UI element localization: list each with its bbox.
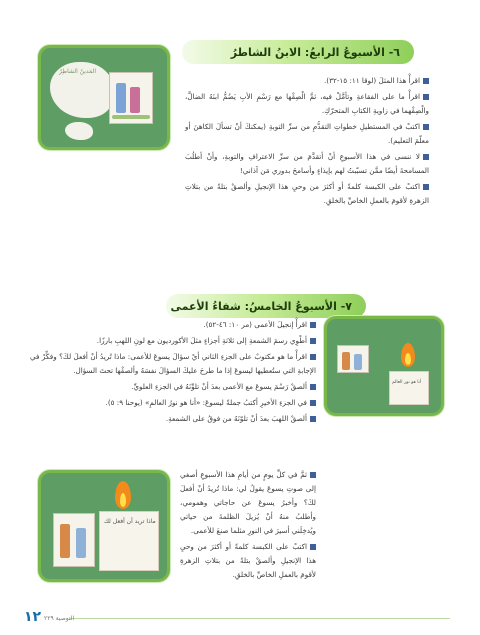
bullet-square-icon — [423, 124, 429, 130]
bullet-square-icon — [310, 400, 316, 406]
paragraph — [180, 540, 316, 582]
ground — [112, 115, 150, 119]
paragraph — [185, 150, 429, 178]
paragraph-text: اكتبْ على الكبسة كلمةً أو أكثرَ من وحيِ هذا الإنجيلِ وألصقْ بتلةً من بتلاتِ الزهرةِ لأقومَ بالعملِ الخاصِّ بالخلقِ. — [180, 542, 316, 579]
paragraph-text: اقرأْ إنجيلَ الأعمى (مر ١٠: ٤٦-٥٢). — [203, 320, 307, 329]
jesus-blind-man-drawing — [337, 345, 369, 373]
bullet-square-icon — [310, 544, 316, 550]
candle-body — [99, 511, 159, 571]
paragraph — [185, 180, 429, 208]
flame-core-icon — [120, 493, 126, 507]
paragraph-text: أطْوِي رسمَ الشمعةِ إلى ثلاثةِ أجزاءٍ مثلَ الأكورديون مع لونِ اللهبِ بارزًا. — [96, 336, 307, 345]
candle-label: ماذا تريد أن أفعل لك — [104, 518, 156, 525]
bullet-square-icon — [310, 338, 316, 344]
section-6-title-text: ٦- الأسبوعُ الرابعُ: الابنُ الشاطرُ — [230, 45, 400, 59]
paragraph — [30, 396, 316, 410]
paragraph — [180, 468, 316, 538]
bullet-square-icon — [423, 184, 429, 190]
footer-divider — [70, 618, 450, 619]
blind-man-figure — [76, 528, 86, 558]
small-bubble — [65, 122, 93, 140]
jesus-blind-man-drawing — [53, 513, 95, 567]
section-7-title — [166, 294, 366, 318]
paragraph-text: ألصقْ اللهبَ بعدَ أنْ تلوّنَهُ من فوقُ على الشمعةِ. — [165, 414, 307, 423]
craft-photo-candle-bottom — [38, 470, 170, 582]
paragraph — [30, 380, 316, 394]
jesus-figure — [342, 352, 350, 370]
jesus-figure — [60, 524, 70, 558]
paragraph — [185, 120, 429, 148]
paragraph-text: في الجزءِ الأخيرِ أكتبُ جملةً ليسوعَ: «أنا هو نورُ العالمِ» (يوحنا ٩: ٥). — [105, 398, 307, 407]
page-number: ١٢ — [24, 609, 42, 625]
paragraph — [30, 334, 316, 348]
paragraph-text: اكتبْ في المستطيلِ خطواتِ التقدُّمِ من سرِّ التوبةِ (يمكنكَ أنْ تسألَ الكاهنَ أو معلّمَ التعليم). — [185, 122, 429, 145]
craft-photo-prodigal-son — [38, 45, 170, 150]
candle-label: أنا هو نور العالم — [392, 380, 422, 385]
paragraph-text: اقرأْ ما على الفقاعةِ وتأمَّلْ فيه، ثمَّ الْصِقْها مع رَسْمِ الأبِ يَضُمُّ ابنَهُ الضالَّ، والْصِقْهما في زاويةِ الكتابِ المتحرّكِ. — [185, 92, 429, 115]
father-figure — [116, 83, 126, 113]
father-son-drawing — [109, 72, 153, 124]
paragraph — [30, 318, 316, 332]
section-6-body — [185, 74, 429, 210]
section-7-title-text: ٧- الأسبوعُ الخامسُ: شفاءُ الأعمى — [170, 299, 352, 313]
bullet-square-icon — [310, 472, 316, 478]
paragraph-text: اقرأْ هذا المثلَ (لوقا ١١: ١٥-٣٢). — [324, 76, 420, 85]
paragraph — [185, 74, 429, 88]
bullet-square-icon — [423, 154, 429, 160]
bullet-square-icon — [310, 354, 316, 360]
bullet-square-icon — [310, 384, 316, 390]
craft-photo-candle-top — [324, 316, 444, 416]
paragraph — [30, 350, 316, 378]
section-6-title — [182, 40, 414, 64]
blind-man-figure — [354, 354, 362, 370]
son-figure — [130, 87, 140, 113]
paragraph-text: ثمَّ في كلِّ يومٍ من أيامِ هذا الأسبوعِ أصغي إلى صوتِ يسوعَ يقولُ لي: ماذا تُريدُ أنْ أفعلَ لكَ؟ وأخبرُ يسوعَ عن حاجاتي وهمومي، وأطلبُ منهُ أنْ يُزيلَ الظلمةَ من حياتي ويُدخِلَني أسيرَ في النورِ مثلما صنعَ للأعمى. — [180, 470, 316, 535]
paragraph-text: لا ننسى في هذا الأسبوعِ أنْ أتقدَّمَ من سرِّ الاعترافِ والتوبةِ، وأنْ أطلُبَ المسامحةَ أيضًا ممَّن تسبّبتُ لهم بإيذاءٍ وأسامحَ بدوري مَن آذاني! — [185, 152, 429, 175]
bullet-square-icon — [310, 322, 316, 328]
section-7-body — [30, 318, 316, 428]
bullet-square-icon — [423, 94, 429, 100]
bullet-square-icon — [423, 78, 429, 84]
paragraph-text: اكتبْ على الكبسة كلمةً أو أكثرَ من وحيِ هذا الإنجيلِ وألصقْ بتلةً من بتلاتِ الزهرةِ لأقومَ بالعملِ الخاصِّ بالخلقِ. — [185, 182, 429, 205]
paragraph — [185, 90, 429, 118]
flame-core-icon — [405, 353, 411, 365]
footer-note: التوصية ٢٢٩ — [44, 615, 75, 622]
candle-body — [389, 371, 429, 405]
craft-title: المَدينُ الشاطِرُ — [59, 68, 97, 75]
bullet-square-icon — [310, 416, 316, 422]
section-7-body-continued — [180, 468, 316, 584]
paragraph — [30, 412, 316, 426]
paragraph-text: اقرأْ ما هو مكتوبٌ على الجزءِ الثاني أيْ سؤالَ يسوعَ للأعمى: ماذا تُريدُ أنْ أفعلَ لكَ؟ وفكِّرْ في الإجابةِ التي ستُعطيها ليسوعَ إذا ما طرحَ عليكَ السؤالَ نفسَهُ وألصقْها تحتَ السؤال. — [30, 352, 316, 375]
paragraph-text: ألصقْ رَسْمَ يسوعَ مع الأعمى بعدَ أنْ تلوِّنَهُ في الجزءِ العلويِّ. — [131, 382, 307, 391]
